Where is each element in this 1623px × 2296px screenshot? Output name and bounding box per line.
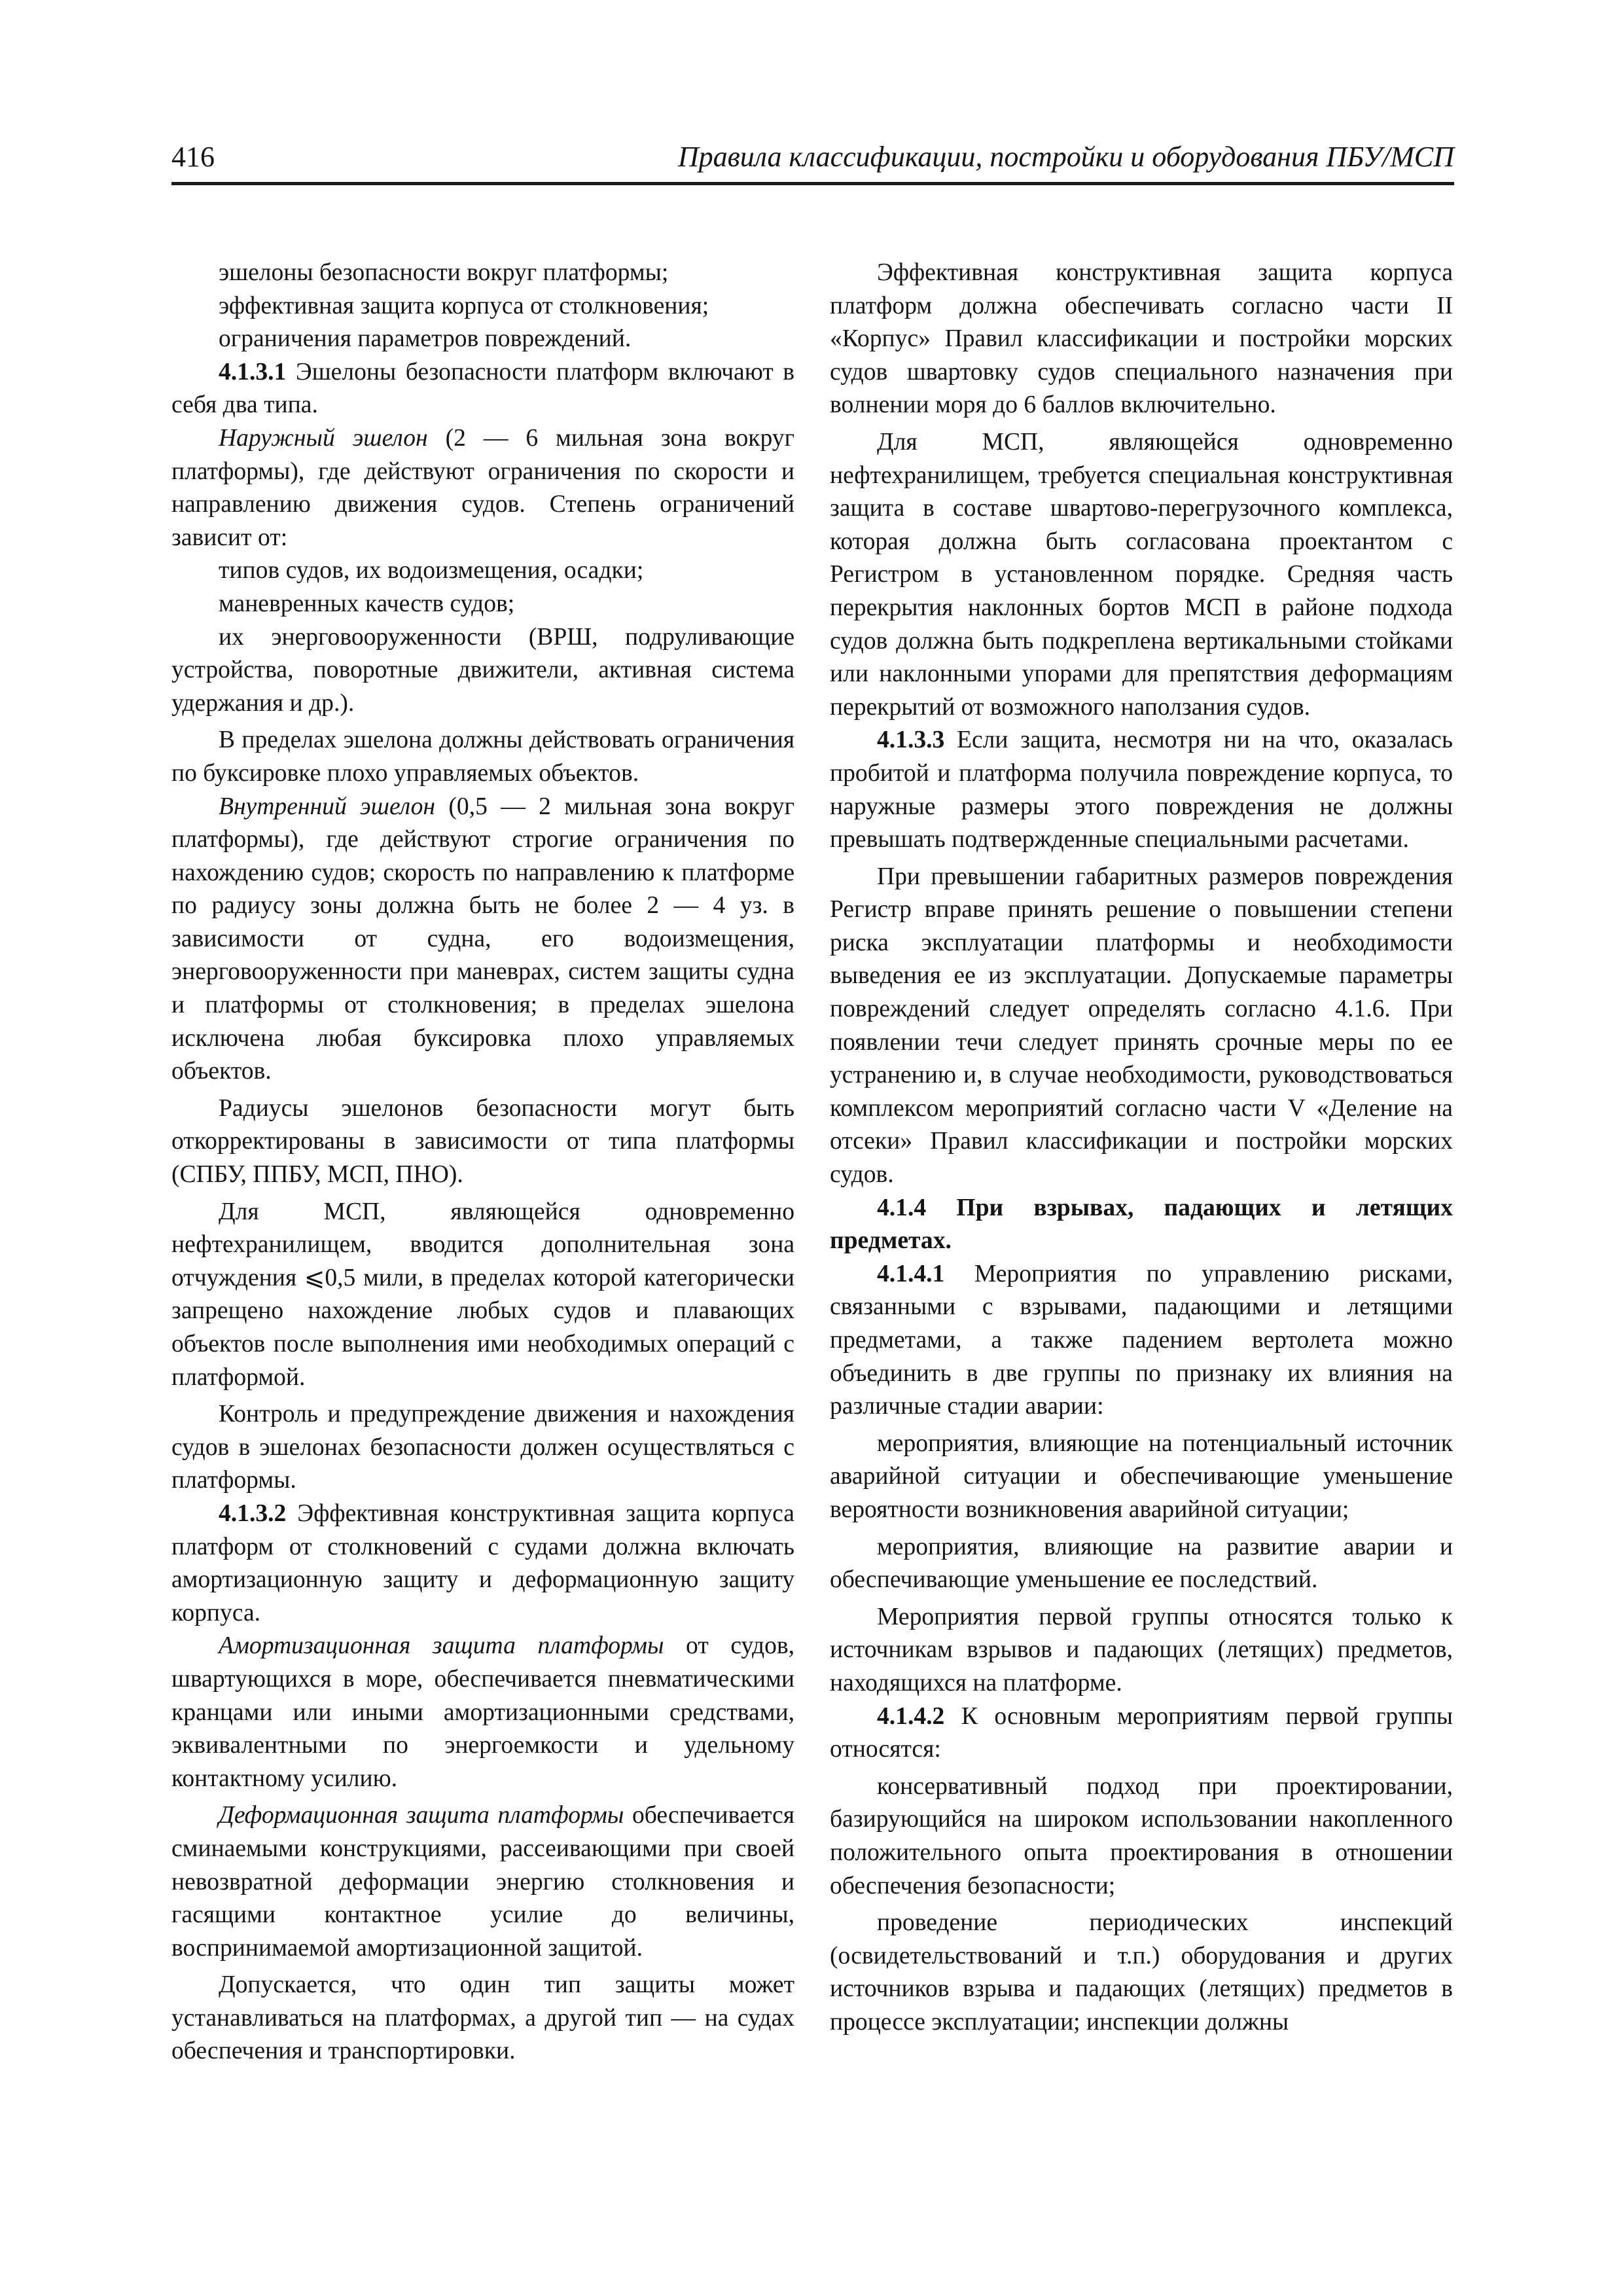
term-italic: Амортизационная защита платформы xyxy=(219,1632,664,1660)
right-column xyxy=(830,257,1453,2039)
paragraph-damping-protection xyxy=(171,1630,794,1795)
section-heading-4-1-4: 4.1.4 При взрывах, падающих и летящих предметах. xyxy=(830,1194,1453,1255)
list-item: их энерговооруженности (ВРШ, подруливающие устройства, поворотные движители, активная система удержания и др.). xyxy=(171,623,794,717)
paragraph: При превышении габаритных размеров повреждения Регистр вправе принять решение о повышении степени риска эксплуатации платформы и необходимости выведения ее из эксплуатации. Допускаемые параметры повреждений следует определять согласно 4.1.6. При появлении течи следует принять срочные меры по ее устранению и, в случае необходимости, руководствоваться комплексом мероприятий согласно части V «Деление на отсеки» Правил классификации и постройки морских судов. xyxy=(830,863,1453,1189)
clause-number: 4.1.3.3 xyxy=(877,726,945,754)
clause-number: 4.1.4.2 xyxy=(877,1702,945,1730)
paragraph: Для МСП, являющейся одновременно нефтехранилищем, требуется специальная конструктивная защита в составе швартово-перегрузочного комплекса, которая должна быть согласована проектантом с Регистром в установленном порядке. Средняя часть перекрытия наклонных бортов МСП в районе подхода судов должна быть подкреплена вертикальными стойками или наклонными упорами для препятствия деформациям перекрытий от возможного наползания судов. xyxy=(830,428,1453,721)
clause-number: 4.1.4.1 xyxy=(877,1260,945,1287)
paragraph-outer-echelon xyxy=(171,422,794,554)
paragraph-4-1-4-2 xyxy=(830,1700,1453,1767)
term-italic: Наружный эшелон xyxy=(219,424,428,452)
paragraph-4-1-3-2 xyxy=(171,1498,794,1630)
paragraph: Мероприятия первой группы относятся только к источникам взрывов и падающих (летящих) предметов, находящихся на платформе. xyxy=(830,1603,1453,1696)
list-item: типов судов, их водоизмещения, осадки; xyxy=(219,557,644,584)
paragraph-text: Эффективная конструктивная защита корпуса платформ от столкновений с судами должна включать амортизационную защиту и деформационную защиту корпуса. xyxy=(171,1499,794,1626)
paragraph-text: Эшелоны безопасности платформ включают в себя два типа. xyxy=(171,358,794,419)
paragraph-4-1-4-1 xyxy=(830,1258,1453,1424)
paragraph-inner-echelon xyxy=(171,791,794,1088)
list-item: проведение периодических инспекций (освидетельствований и т.п.) оборудования и других источников взрыва и падающих (летящих) предметов в процессе эксплуатации; инспекции должны xyxy=(830,1909,1453,2036)
list-item: мероприятия, влияющие на потенциальный источник аварийной ситуации и обеспечивающие уменьшение вероятности возникновения аварийной ситуации; xyxy=(830,1429,1453,1523)
paragraph: Контроль и предупреждение движения и нахождения судов в эшелонах безопасности должен осуществляться с платформы. xyxy=(171,1401,794,1494)
paragraph: В пределах эшелона должны действовать ограничения по буксировке плохо управляемых объектов. xyxy=(171,726,794,787)
list-item: ограничения параметров повреждений. xyxy=(219,325,632,353)
term-italic: Внутренний эшелон xyxy=(219,793,436,820)
running-title: Правила классификации, постройки и оборудования ПБУ/МСП xyxy=(677,141,1454,173)
paragraph-4-1-3-3 xyxy=(830,724,1453,856)
paragraph: Радиусы эшелонов безопасности могут быть откорректированы в зависимости от типа платформы (СПБУ, ППБУ, МСП, ПНО). xyxy=(171,1094,794,1189)
paragraph-text: от судов, швартующихся в море, обеспечивается пневматическими кранцами или иными амортизационными средствами, эквивалентными по энергоемкости и удельному контактному усилию. xyxy=(171,1632,794,1792)
paragraph-text: Если защита, несмотря ни на что, оказалась пробитой и платформа получила повреждение корпуса, то наружные размеры этого повреждения не должны превышать подтвержденные специальными расчетами. xyxy=(830,726,1453,853)
list-item: консервативный подход при проектировании, базирующийся на широком использовании накопленного положительного опыта проектирования в отношении обеспечения безопасности; xyxy=(830,1772,1453,1899)
paragraph: Допускается, что один тип защиты может устанавливаться на платформах, а другой тип — на судах обеспечения и транспортировки. xyxy=(171,1971,794,2065)
paragraph-text: Мероприятия по управлению рисками, связанными с взрывами, падающими и летящими предметами, а также падением вертолета можно объединить в две группы по признаку их влияния на различные стадии аварии: xyxy=(830,1260,1453,1420)
clause-number: 4.1.3.1 xyxy=(219,358,287,386)
paragraph-text: обеспечивается сминаемыми конструкциями, рассеивающими при своей невозвратной деформации энергию столкновения и гасящими контактное усилие до величины, воспринимаемой амортизационной защитой. xyxy=(171,1802,794,1962)
list-item: маневренных качеств судов; xyxy=(219,590,515,617)
paragraph-4-1-3-1 xyxy=(171,356,794,422)
paragraph-deformation-protection xyxy=(171,1799,794,1965)
term-italic: Деформационная защита платформы xyxy=(219,1802,624,1829)
page-number: 416 xyxy=(171,141,215,173)
paragraph: Эффективная конструктивная защита корпуса платформ должна обеспечивать согласно части II «Корпус» Правил классификации и постройки морских судов швартовку судов специального назначения при волнении моря до 6 баллов включительно. xyxy=(830,259,1453,419)
list-item: эффективная защита корпуса от столкновения; xyxy=(219,292,709,319)
paragraph-text: (0,5 — 2 мильная зона вокруг платформы), где действуют строгие ограничения по нахождению судов; скорость по направлению к платформе по радиусу зоны должна быть не более 2 — 4 уз. в зависимости от судна, его водоизмещения, энерговооруженности при маневрах, систем защиты судна и платформы от столкновения; в пределах эшелона исключена любая буксировка плохо управляемых объектов. xyxy=(171,793,795,1085)
list-item: мероприятия, влияющие на развитие аварии и обеспечивающие уменьшение ее последствий. xyxy=(830,1533,1453,1594)
left-column xyxy=(171,257,794,2068)
list-item: эшелоны безопасности вокруг платформы; xyxy=(219,259,669,286)
paragraph-text: К основным мероприятиям первой группы относятся: xyxy=(830,1702,1453,1763)
paragraph: Для МСП, являющейся одновременно нефтехранилищем, вводится дополнительная зона отчуждения ⩽0,5 мили, в пределах которой категорически запрещено нахождение любых судов и плавающих объектов после выполнения ими необходимых операций с платформой. xyxy=(171,1198,794,1391)
paragraph-text: (2 — 6 мильная зона вокруг платформы), где действуют ограничения по скорости и направлению движения судов. Степень ограничений зависит от: xyxy=(171,424,794,551)
page-header xyxy=(171,136,1454,185)
clause-number: 4.1.3.2 xyxy=(219,1499,287,1527)
